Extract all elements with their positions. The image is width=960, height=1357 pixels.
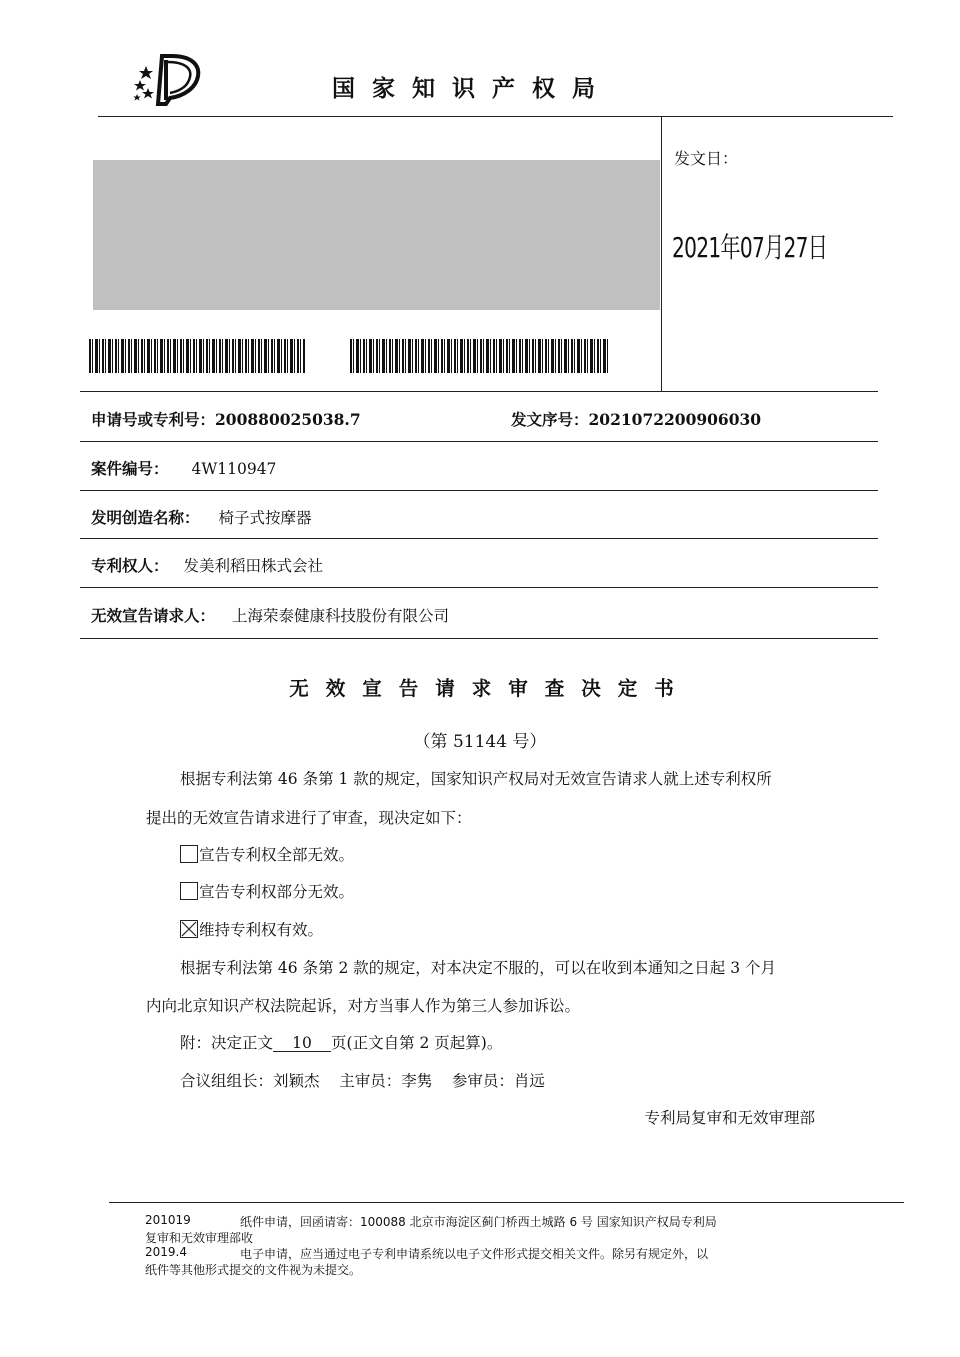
footer-text-2-line-1: 电子申请，应当通过电子专利申请系统以电子文件形式提交相关文件。除另有规定外，以 bbox=[240, 1247, 709, 1261]
row-divider bbox=[80, 490, 878, 491]
application-number: 200880025038.7 bbox=[215, 410, 361, 429]
footer-code-1: 201019 bbox=[145, 1213, 191, 1227]
attachment-line bbox=[180, 1031, 502, 1053]
attachment-pages: 10 bbox=[273, 1035, 331, 1052]
attachment-prefix: 附：决定正文 bbox=[180, 1034, 274, 1052]
checkbox-unchecked bbox=[180, 845, 198, 863]
patentee-label: 专利权人： bbox=[91, 556, 169, 575]
attachment-suffix: 页(正文自第 2 页起算)。 bbox=[331, 1034, 503, 1052]
option-invalidate-all bbox=[180, 843, 354, 865]
document-title: 无效宣告请求审查决定书 bbox=[289, 677, 691, 700]
invention-name: 椅子式按摩器 bbox=[218, 509, 312, 527]
footer-text-1-line-2: 复审和无效审理部收 bbox=[145, 1231, 254, 1245]
requester-label: 无效宣告请求人： bbox=[91, 606, 216, 625]
option-invalidate-partial bbox=[180, 880, 354, 902]
fields-bottom-line bbox=[80, 638, 878, 639]
decision-number: （第 51144 号） bbox=[413, 732, 547, 752]
issue-date-label: 发文日： bbox=[674, 149, 739, 168]
fields-top-line bbox=[80, 391, 878, 392]
office-logo bbox=[128, 50, 208, 108]
panel-members: 合议组组长：刘颖杰 主审员：李隽 参审员：肖远 bbox=[180, 1072, 545, 1090]
row-divider bbox=[80, 538, 878, 539]
row-divider bbox=[80, 587, 878, 588]
option-maintain-valid bbox=[180, 918, 323, 940]
redacted-recipient-block bbox=[93, 160, 660, 310]
issue-date: 2021年07月27日 bbox=[672, 231, 828, 264]
barcode-left bbox=[89, 339, 305, 373]
application-number-label: 申请号或专利号： bbox=[91, 410, 216, 429]
footer-code-2: 2019.4 bbox=[145, 1245, 187, 1259]
footer-divider bbox=[109, 1202, 904, 1203]
invention-name-row bbox=[91, 506, 311, 528]
option-label: 维持专利权有效。 bbox=[199, 921, 324, 939]
checkbox-unchecked bbox=[180, 882, 198, 900]
office-name: 国家知识产权局 bbox=[332, 76, 612, 102]
requester: 上海荣泰健康科技股份有限公司 bbox=[231, 607, 449, 625]
paragraph-2-line-2: 内向北京知识产权法院起诉，对方当事人作为第三人参加诉讼。 bbox=[146, 997, 581, 1015]
case-number-label: 案件编号： bbox=[91, 459, 169, 478]
patentee: 发美利稻田株式会社 bbox=[183, 557, 323, 575]
footer-text-2-line-2: 纸件等其他形式提交的文件视为未提交。 bbox=[145, 1263, 362, 1277]
paragraph-1-line-1: 根据专利法第 46 条第 1 款的规定，国家知识产权局对无效宣告请求人就上述专利权所 bbox=[180, 770, 772, 788]
serial-number: 2021072200906030 bbox=[588, 410, 762, 429]
barcode-right bbox=[350, 339, 610, 373]
requester-row bbox=[91, 604, 449, 626]
serial-number-row bbox=[511, 408, 761, 430]
option-label: 宣告专利权部分无效。 bbox=[199, 883, 355, 901]
issuing-department: 专利局复审和无效审理部 bbox=[644, 1109, 815, 1127]
serial-number-label: 发文序号： bbox=[511, 410, 589, 429]
footer-text-1-line-1: 纸件申请，回函请寄：100088 北京市海淀区蓟门桥西土城路 6 号 国家知识产权局专利局 bbox=[240, 1215, 717, 1229]
application-number-row bbox=[91, 408, 361, 430]
option-label: 宣告专利权全部无效。 bbox=[199, 846, 355, 864]
paragraph-2-line-1: 根据专利法第 46 条第 2 款的规定，对本决定不服的，可以在收到本通知之日起 3 个月 bbox=[180, 959, 777, 977]
case-number-row bbox=[91, 457, 276, 479]
header-divider bbox=[98, 116, 893, 117]
invention-name-label: 发明创造名称： bbox=[91, 508, 200, 527]
checkbox-checked bbox=[180, 920, 198, 938]
row-divider bbox=[80, 441, 878, 442]
patentee-row bbox=[91, 554, 323, 576]
paragraph-1-line-2: 提出的无效宣告请求进行了审查，现决定如下： bbox=[146, 809, 472, 827]
case-number: 4W110947 bbox=[191, 460, 277, 478]
date-column-divider bbox=[661, 116, 662, 392]
